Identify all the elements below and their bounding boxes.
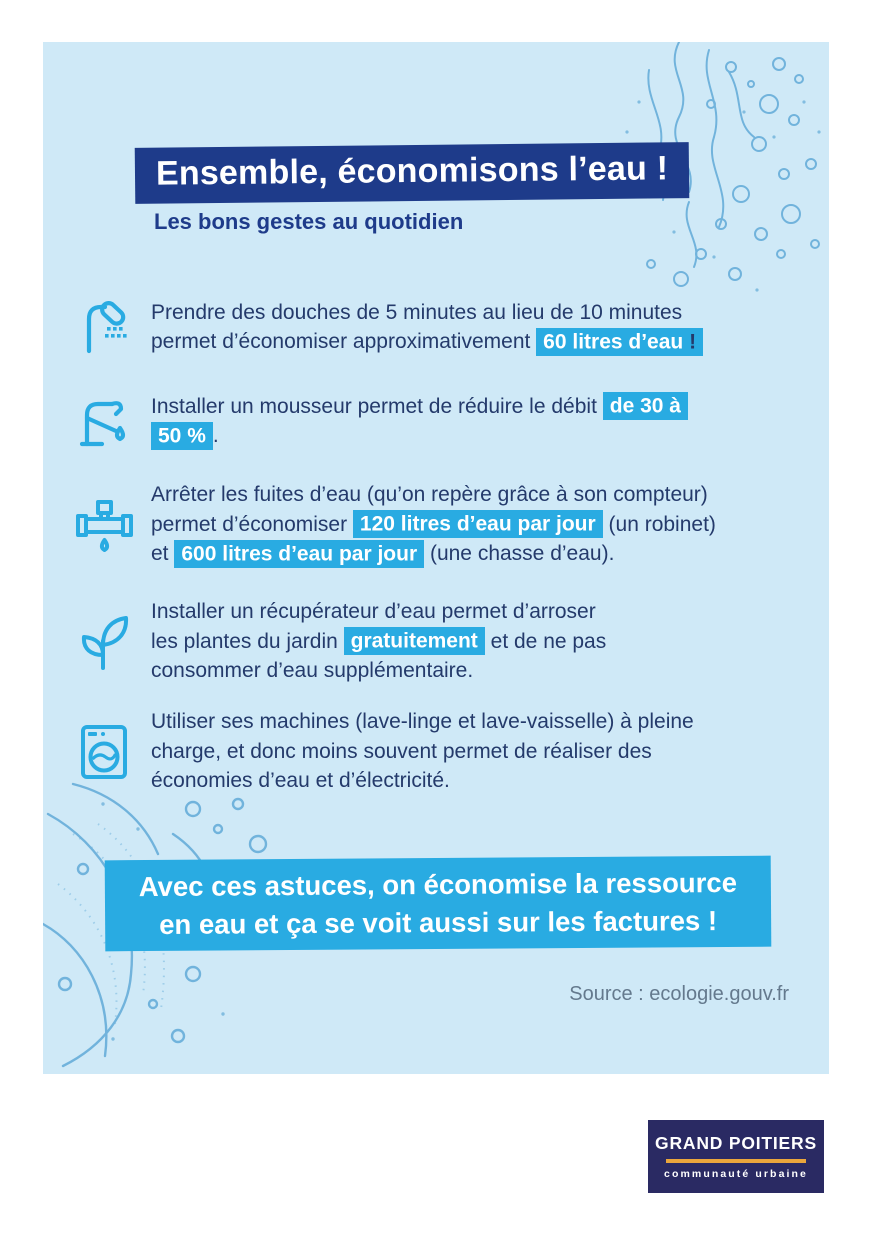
page-title: Ensemble, économisons l’eau !: [135, 142, 690, 204]
shower-icon: [73, 295, 135, 359]
tip-text-segment: et: [151, 542, 175, 565]
tip-text-segment: charge, et donc moins souvent permet de réaliser des: [151, 739, 652, 763]
tip-text-segment: (un robinet): [602, 512, 716, 536]
cta-line-2: en eau et ça se voit aussi sur les factures !: [159, 905, 718, 940]
tip-text: [151, 707, 694, 796]
tip-text: [151, 597, 606, 686]
tip-row: [73, 389, 688, 453]
tip-text-segment: les plantes du jardin: [151, 629, 344, 653]
tip-text-segment: et de ne pas: [484, 629, 607, 653]
tip-text-segment: (une chasse d’eau).: [424, 542, 615, 565]
tip-line: [151, 327, 703, 357]
tip-line: [151, 539, 716, 569]
tip-row: [73, 597, 606, 686]
watering-plant-icon: [73, 609, 135, 673]
source-text: Source : ecologie.gouv.fr: [569, 983, 789, 1005]
tip-line: [151, 510, 716, 540]
highlight: !: [683, 328, 703, 356]
tip-row: [73, 707, 694, 796]
tip-text-segment: Prendre des douches de 5 minutes au lieu de 10 minutes: [151, 300, 683, 324]
logo-divider: [666, 1159, 806, 1163]
tip-text: [151, 480, 716, 569]
poster-panel: [43, 42, 829, 1074]
tip-text-segment: Utiliser ses machines (lave-linge et lave-vaisselle) à pleine: [151, 710, 694, 733]
tip-text-segment: .: [212, 424, 219, 447]
pipe-leak-icon: [73, 492, 135, 556]
tip-text-segment: Installer un mousseur permet de réduire le débit: [151, 394, 603, 418]
tip-row: [73, 295, 703, 359]
tip-line: [151, 421, 688, 451]
tip-text-segment: permet d’économiser: [151, 512, 353, 536]
highlight: 50 %: [151, 422, 213, 450]
tip-line: [151, 656, 606, 686]
tip-row: [73, 480, 716, 569]
tip-line: [151, 707, 694, 737]
tip-line: [151, 597, 606, 627]
highlight: de 30 à: [603, 392, 688, 420]
cta-banner: [105, 856, 772, 952]
tip-text-segment: Arrêter les fuites d’eau (qu’on repère grâce à son compteur): [151, 483, 708, 506]
tip-text-segment: consommer d’eau supplémentaire.: [151, 659, 474, 682]
highlight: 60 litres d’eau: [536, 328, 683, 356]
highlight: gratuitement: [344, 627, 485, 655]
highlight: 120 litres d’eau par jour: [353, 510, 603, 538]
page-subtitle: Les bons gestes au quotidien: [154, 209, 464, 234]
tip-text-segment: permet d’économiser approximativement: [151, 330, 537, 353]
washing-machine-icon: [73, 719, 135, 783]
tip-line: [151, 627, 606, 657]
tip-text-segment: Installer un récupérateur d’eau permet d’arroser: [151, 600, 596, 623]
tip-text: [151, 298, 703, 357]
tip-line: [151, 480, 716, 510]
grand-poitiers-logo: [648, 1120, 824, 1193]
highlight: 600 litres d’eau par jour: [174, 540, 424, 568]
tip-line: [151, 766, 694, 796]
tip-line: [151, 392, 688, 422]
tip-line: [151, 737, 694, 767]
faucet-icon: [73, 389, 135, 453]
tip-line: [151, 298, 703, 328]
cta-line-1: Avec ces astuces, on économise la ressource: [138, 866, 738, 903]
logo-name: GRAND POITIERS: [655, 1133, 817, 1153]
logo-tagline: communauté urbaine: [664, 1168, 808, 1180]
tip-text: [151, 392, 688, 451]
tip-text-segment: économies d’eau et d’électricité.: [151, 769, 450, 792]
